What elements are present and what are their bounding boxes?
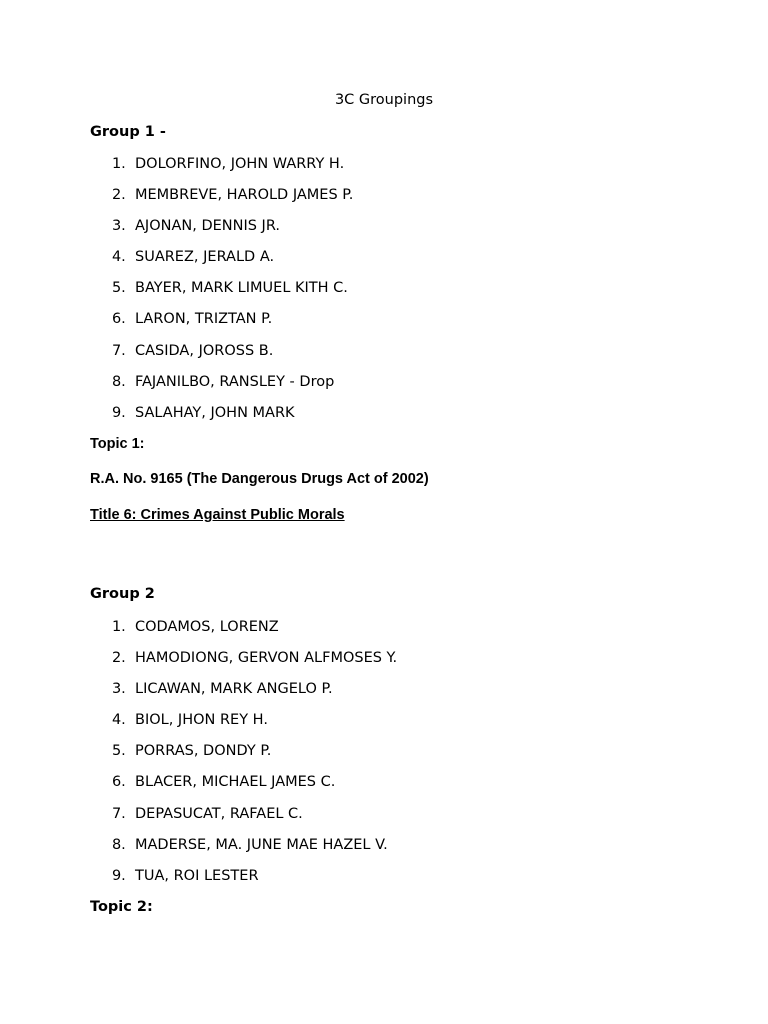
- list-number: 8.: [111, 836, 135, 853]
- list-number: 5.: [111, 743, 135, 760]
- group1-topic-label: Topic 1:: [90, 436, 145, 452]
- member-name: LICAWAN, MARK ANGELO P.: [135, 681, 333, 698]
- member-name: SUAREZ, JERALD A.: [135, 249, 275, 266]
- list-number: 6.: [111, 311, 135, 328]
- group2-member-item: [90, 866, 397, 897]
- member-name: BLACER, MICHAEL JAMES C.: [135, 774, 336, 791]
- group2-member-item: [90, 710, 397, 741]
- list-number: 3.: [111, 218, 135, 235]
- group2-heading: Group 2: [90, 586, 155, 602]
- member-name: FAJANILBO, RANSLEY - Drop: [135, 373, 335, 390]
- group1-member-item: [90, 403, 353, 434]
- group2-member-item: [90, 835, 397, 866]
- member-name: DOLORFINO, JOHN WARRY H.: [135, 156, 345, 172]
- group2-member-list: [90, 617, 397, 897]
- member-name: MEMBREVE, HAROLD JAMES P.: [135, 187, 354, 204]
- group1-topic-title: Title 6: Crimes Against Public Morals: [90, 507, 345, 523]
- member-name: CODAMOS, LORENZ: [135, 619, 279, 635]
- list-number: 4.: [111, 712, 135, 729]
- group1-topic-law: R.A. No. 9165 (The Dangerous Drugs Act of 2002): [90, 471, 429, 487]
- group2-member-item: [90, 804, 397, 835]
- group1-member-item: [90, 185, 353, 216]
- list-number: 7.: [111, 342, 135, 359]
- list-number: 9.: [111, 867, 135, 884]
- member-name: LARON, TRIZTAN P.: [135, 311, 273, 328]
- list-number: 8.: [111, 373, 135, 390]
- list-number: 9.: [111, 404, 135, 421]
- member-name: AJONAN, DENNIS JR.: [135, 218, 280, 235]
- document-title: 3C Groupings: [334, 92, 434, 108]
- member-name: PORRAS, DONDY P.: [135, 743, 272, 760]
- member-name: BIOL, JHON REY H.: [135, 712, 268, 729]
- group1-member-item: [90, 278, 353, 309]
- group1-member-item: [90, 341, 353, 372]
- group1-member-item: [90, 216, 353, 247]
- list-number: 3.: [111, 681, 135, 698]
- group2-member-item: [90, 648, 397, 679]
- member-name: HAMODIONG, GERVON ALFMOSES Y.: [135, 650, 398, 667]
- member-name: BAYER, MARK LIMUEL KITH C.: [135, 280, 348, 297]
- list-number: 6.: [111, 774, 135, 791]
- group1-member-item: [90, 247, 353, 278]
- group2-member-item: [90, 741, 397, 772]
- member-name: TUA, ROI LESTER: [135, 867, 259, 884]
- list-number: 5.: [111, 280, 135, 297]
- group1-member-item: [90, 372, 353, 403]
- list-number: 2.: [111, 187, 135, 204]
- list-number: 4.: [111, 249, 135, 266]
- group2-member-item: [90, 772, 397, 803]
- list-number: 1.: [111, 156, 135, 172]
- list-number: 7.: [111, 805, 135, 822]
- member-name: CASIDA, JOROSS B.: [135, 342, 274, 359]
- group2-member-item: [90, 617, 397, 648]
- group1-member-list: [90, 154, 353, 434]
- group2-member-item: [90, 679, 397, 710]
- member-name: MADERSE, MA. JUNE MAE HAZEL V.: [135, 836, 388, 853]
- group1-member-item: [90, 154, 353, 185]
- list-number: 2.: [111, 650, 135, 667]
- member-name: DEPASUCAT, RAFAEL C.: [135, 805, 303, 822]
- group1-member-item: [90, 309, 353, 340]
- member-name: SALAHAY, JOHN MARK: [135, 404, 295, 421]
- group1-heading: Group 1 -: [90, 124, 166, 140]
- list-number: 1.: [111, 619, 135, 635]
- group2-topic-label: Topic 2:: [90, 899, 153, 915]
